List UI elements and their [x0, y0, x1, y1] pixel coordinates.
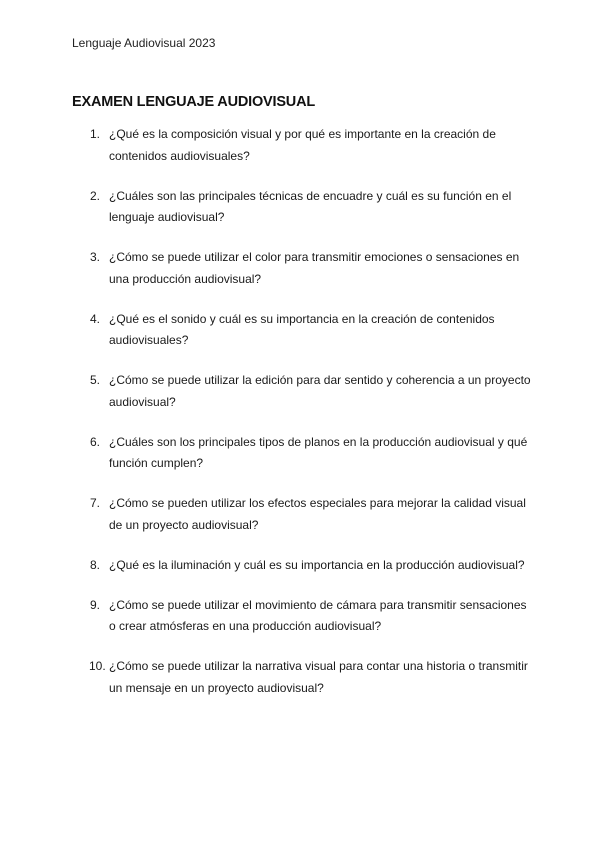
question-number: 2. — [90, 188, 101, 203]
question-item — [72, 124, 532, 167]
question-text: ¿Qué es la composición visual y por qué es importante en la creación de contenidos audiovisuales? — [109, 127, 496, 163]
question-number: 5. — [90, 373, 101, 387]
question-text: ¿Cómo se pueden utilizar los efectos especiales para mejorar la calidad visual de un proyecto audiovisual? — [109, 496, 526, 532]
question-number: 10. — [89, 659, 106, 673]
question-number: 4. — [90, 311, 101, 326]
question-item — [72, 595, 532, 638]
question-item — [72, 370, 532, 413]
question-text: ¿Cómo se puede utilizar el movimiento de cámara para transmitir sensaciones o crear atmósferas en una producción audiovisual? — [109, 597, 527, 633]
question-list — [72, 124, 532, 718]
question-item — [72, 186, 532, 229]
question-number: 7. — [90, 496, 101, 510]
question-item — [72, 656, 532, 699]
question-item — [72, 247, 532, 290]
question-number: 8. — [90, 557, 101, 572]
document-title: EXAMEN LENGUAJE AUDIOVISUAL — [72, 94, 316, 110]
question-number: 1. — [90, 127, 101, 141]
question-text: ¿Cuáles son los principales tipos de planos en la producción audiovisual y qué función cumplen? — [109, 434, 528, 470]
question-item — [72, 493, 532, 536]
question-text: ¿Cuáles son las principales técnicas de encuadre y cuál es su función en el lenguaje audiovisual? — [109, 188, 512, 224]
question-text: ¿Qué es la iluminación y cuál es su importancia en la producción audiovisual? — [109, 557, 525, 572]
question-item — [72, 309, 532, 352]
question-item — [72, 432, 532, 475]
question-number: 9. — [90, 597, 101, 612]
question-number: 3. — [90, 250, 101, 264]
question-number: 6. — [90, 434, 101, 449]
question-text: ¿Cómo se puede utilizar la edición para dar sentido y coherencia a un proyecto audiovisual? — [109, 373, 531, 409]
page-header: Lenguaje Audiovisual 2023 — [72, 36, 216, 50]
question-text: ¿Cómo se puede utilizar el color para transmitir emociones o sensaciones en una producción audiovisual? — [109, 250, 520, 286]
question-item — [72, 555, 532, 577]
question-text: ¿Qué es el sonido y cuál es su importancia en la creación de contenidos audiovisuales? — [109, 311, 495, 347]
question-text: ¿Cómo se puede utilizar la narrativa visual para contar una historia o transmitir un mensaje en un proyecto audiovisual? — [109, 659, 528, 695]
